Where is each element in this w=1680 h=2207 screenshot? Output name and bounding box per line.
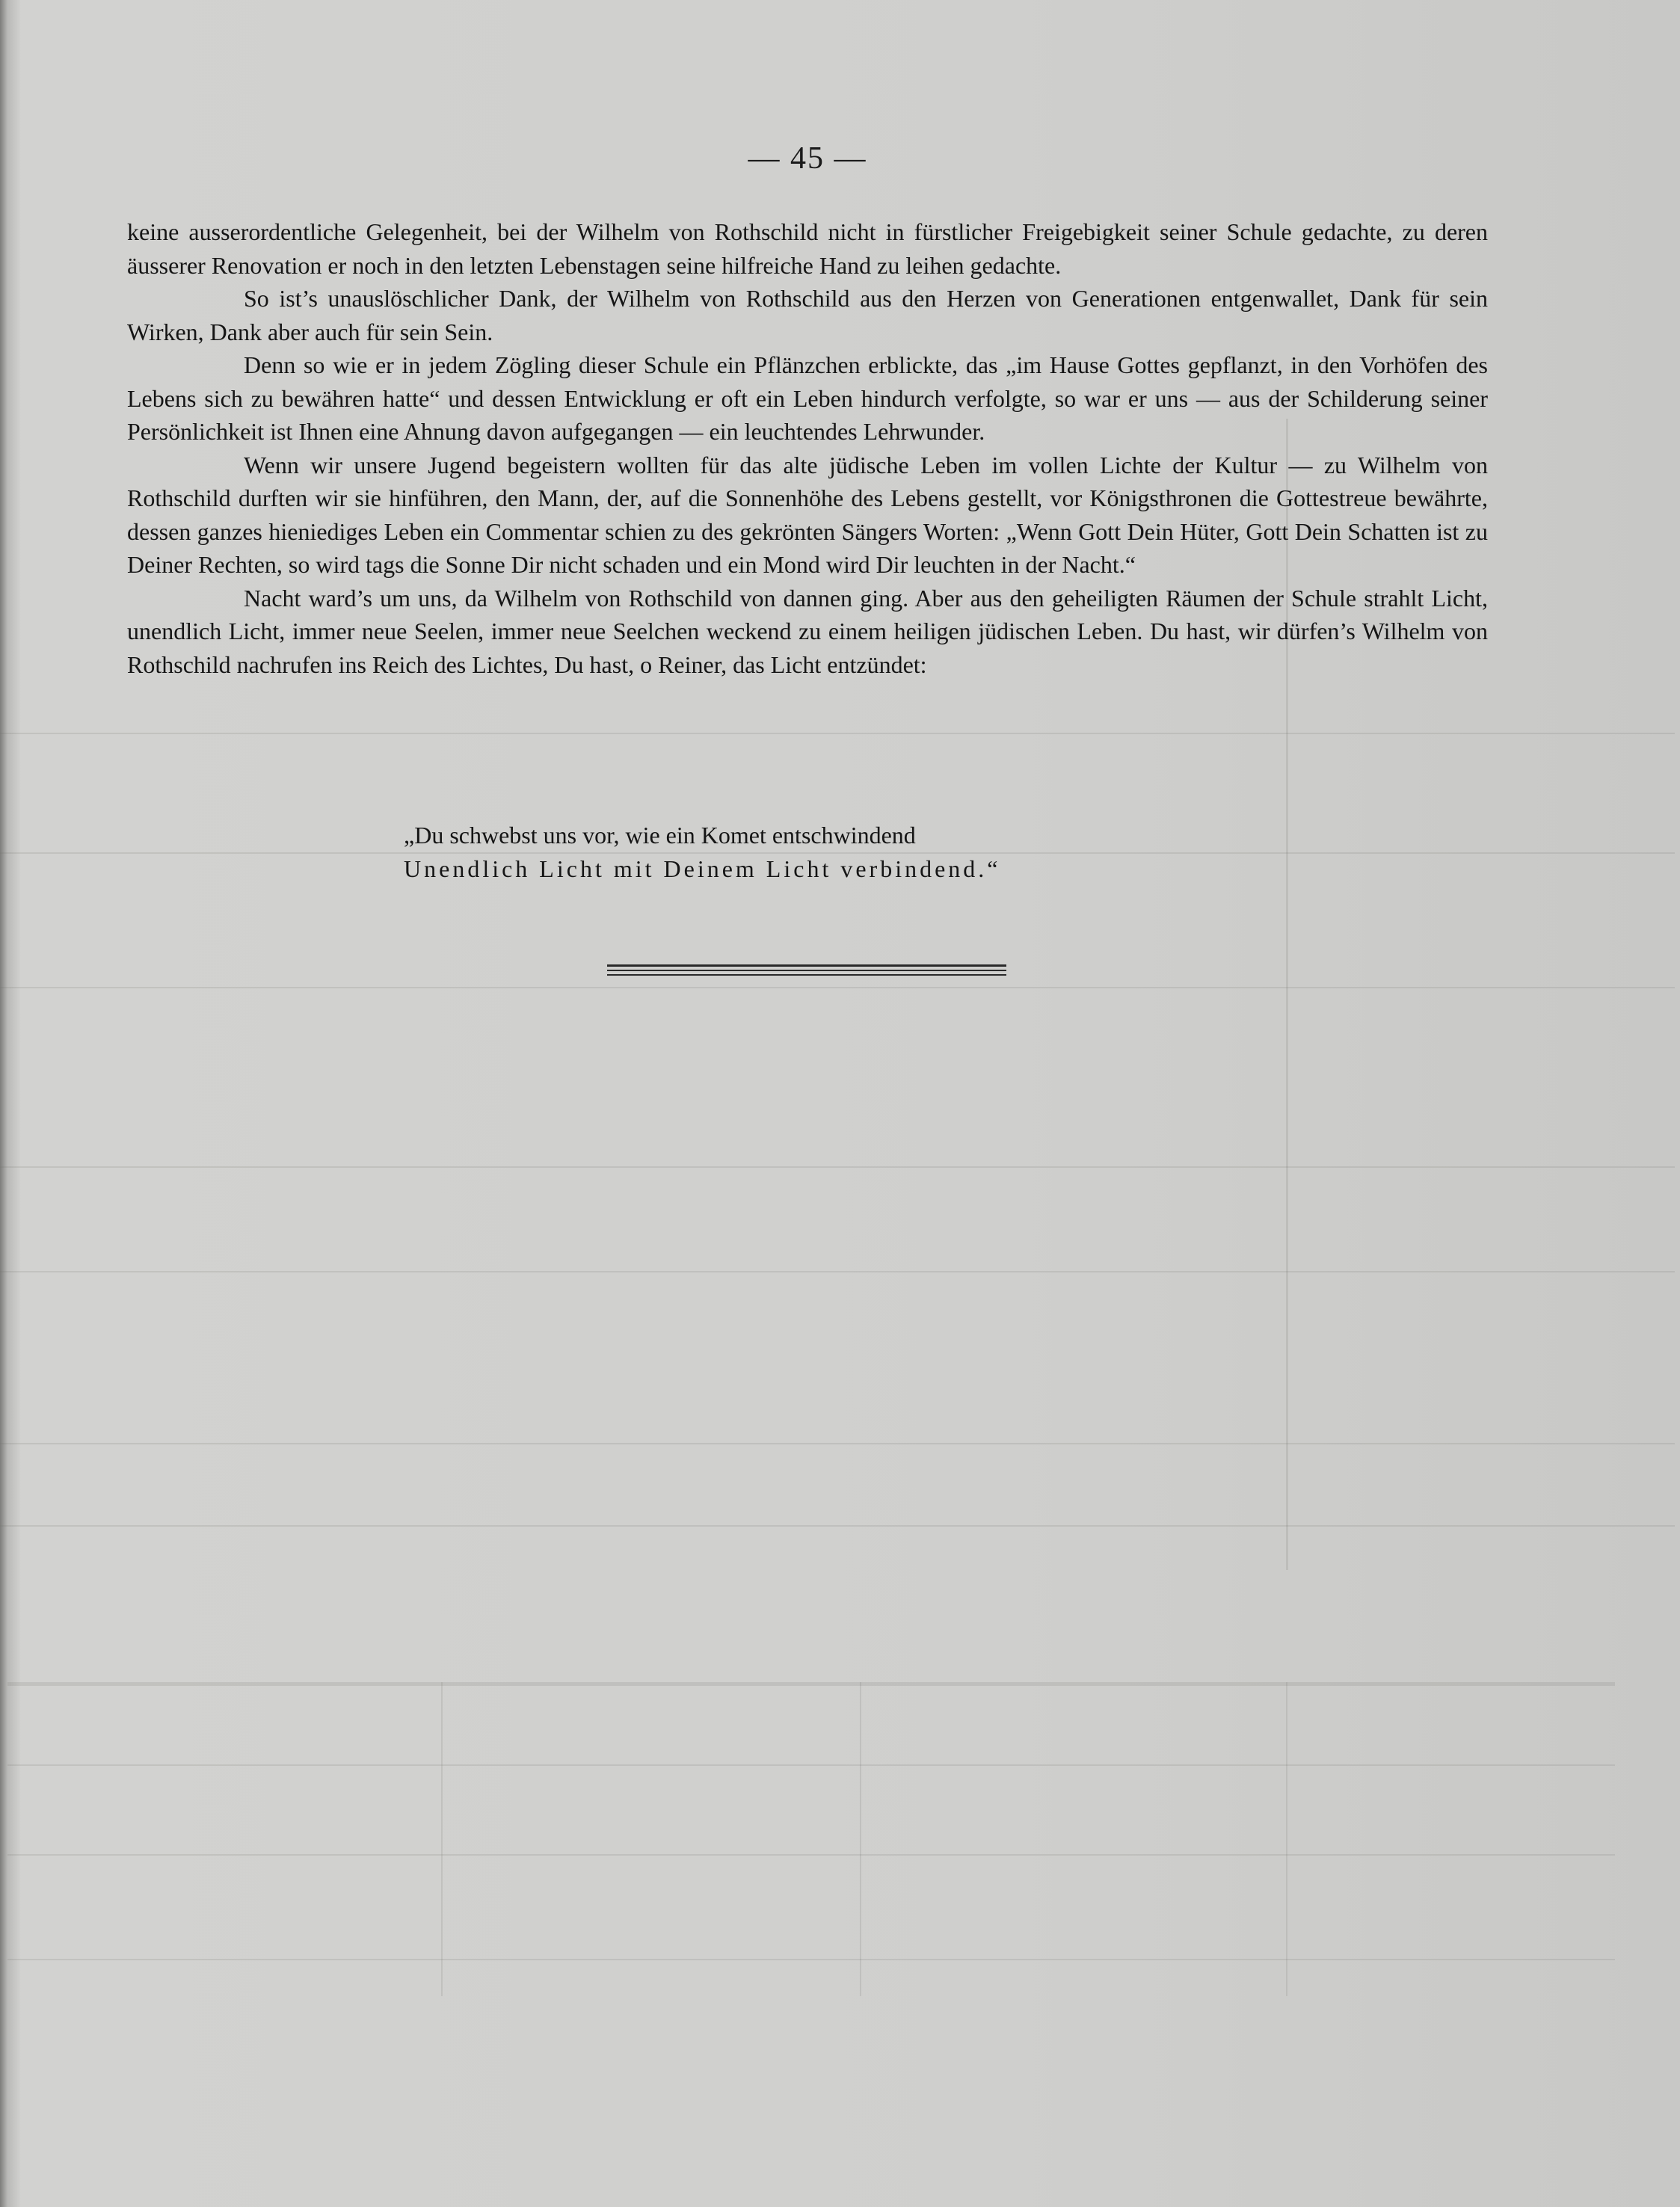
bleed-through-table-rule bbox=[0, 1525, 1675, 1527]
bleed-through-table-rule bbox=[0, 1271, 1675, 1272]
bleed-through-table-rule bbox=[0, 1443, 1675, 1444]
bleed-through-table-rule bbox=[7, 1854, 1615, 1856]
page-number: — 45 — bbox=[748, 141, 867, 176]
bleed-through-table-rule bbox=[0, 733, 1675, 734]
bleed-through-table-column bbox=[860, 1682, 861, 1996]
bleed-through-table-rule bbox=[0, 987, 1675, 988]
bleed-through-table-column bbox=[1286, 1682, 1287, 1996]
verse-line: Unendlich Licht mit Deinem Licht verbindend.“ bbox=[404, 855, 1001, 882]
body-text bbox=[127, 215, 1488, 681]
bleed-through-table-rule bbox=[7, 1764, 1615, 1766]
verse-quote bbox=[404, 819, 1000, 885]
bleed-through-heading bbox=[479, 1600, 535, 1663]
bleed-through-table-rule bbox=[0, 1166, 1675, 1168]
closing-rule bbox=[607, 974, 1006, 976]
closing-rule bbox=[607, 970, 1006, 971]
closing-rule bbox=[607, 964, 1006, 967]
verse-line: „Du schwebst uns vor, wie ein Komet entschwindend bbox=[404, 822, 916, 849]
paragraph: Nacht ward’s um uns, da Wilhelm von Rothschild von dannen ging. Aber aus den geheiligten Räumen der Schule strahlt Licht, unendlich Licht, immer neue Seelen, immer neue Seelchen weckend zu einem heiligen jüdischen Leben. Du hast, wir dürfen’s Wilhelm von Rothschild nachrufen ins Reich des Lichtes, Du hast, o Reiner, das Licht entzündet: bbox=[127, 584, 1488, 678]
bleed-through-table-rule bbox=[7, 1682, 1615, 1686]
paragraph: Denn so wie er in jedem Zögling dieser Schule ein Pflänzchen erblickte, das „im Hause Gottes gepflanzt, in den Vorhöfen des Lebens sich zu bewähren hatte“ und dessen Entwicklung er oft ein Leben hindurch verfolgte, so war er uns — aus der Schilderung seiner Persönlichkeit ist Ihnen eine Ahnung davon aufgegangen — ein leuchtendes Lehrwunder. bbox=[127, 351, 1488, 445]
bleed-through-table-column bbox=[441, 1682, 443, 1996]
paragraph: keine ausserordentliche Gelegenheit, bei der Wilhelm von Rothschild nicht in fürstlicher Freigebigkeit seiner Schule gedachte, zu deren äusserer Renovation er noch in den letzten Lebenstagen seine hilfreiche Hand zu leihen gedachte. bbox=[127, 218, 1488, 279]
bleed-through-table-rule bbox=[7, 1959, 1615, 1960]
paragraph: Wenn wir unsere Jugend begeistern wollten für das alte jüdische Leben im vollen Lichte der Kultur — zu Wilhelm von Rothschild durften wir sie hinführen, den Mann, der, auf die Sonnenhöhe des Lebens gestellt, vor Königsthronen die Gottestreue bewährte, dessen ganzes hieniediges Leben ein Commentar schien zu des gekrönten Sängers Worten: „Wenn Gott Dein Hüter, Gott Dein Schatten ist zu Deiner Rechten, so wird tags die Sonne Dir nicht schaden und ein Mond wird Dir leuchten in der Nacht.“ bbox=[127, 451, 1488, 578]
paragraph: So ist’s unauslöschlicher Dank, der Wilhelm von Rothschild aus den Herzen von Generationen entgenwallet, Dank für sein Wirken, Dank aber auch für sein Sein. bbox=[127, 285, 1488, 345]
